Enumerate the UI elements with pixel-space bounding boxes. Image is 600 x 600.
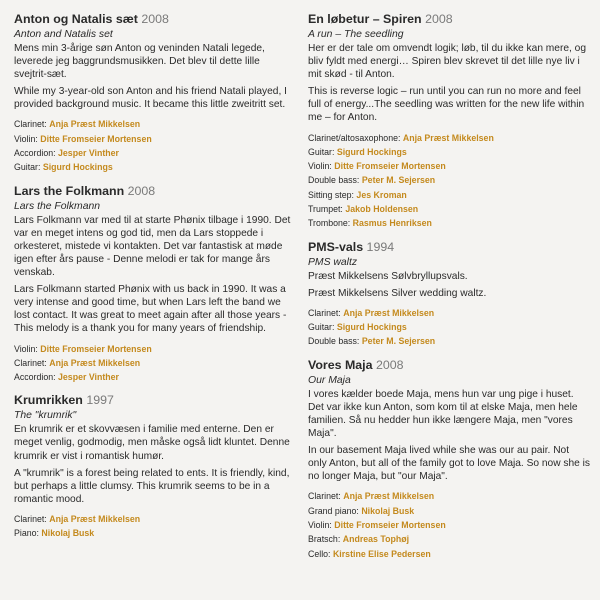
musician-name: Peter M. Sejersen — [361, 336, 436, 347]
credit-line: Guitar: Sigurd Hockings — [308, 322, 407, 333]
musician-name: Andreas Tophøj — [342, 534, 410, 545]
track-subtitle: PMS waltz — [308, 256, 358, 268]
credit-line: Violin: Ditte Fromseier Mortensen — [14, 133, 152, 144]
description-danish: En krumrik er et skovvæsen i familie med enterne. Den er meget venlig, godmodig, men måske også lidt kluntet. Denne krumrik er vist i romantisk humør. — [14, 424, 290, 462]
musician-name: Ditte Fromseier Mortensen — [334, 519, 446, 530]
track-title: PMS-vals 1994 — [308, 239, 395, 254]
musician-name: Ditte Fromseier Mortensen — [334, 161, 446, 172]
track-anton-og-natalis-saet — [14, 12, 292, 175]
musician-name: Peter M. Sejersen — [361, 175, 436, 186]
credit-line: Violin: Ditte Fromseier Mortensen — [308, 161, 446, 172]
track-pms-vals — [308, 240, 590, 349]
credit-line: Trumpet: Jakob Holdensen — [308, 204, 419, 215]
track-year: 2008 — [425, 12, 453, 26]
credit-line: Clarinet: Anja Præst Mikkelsen — [14, 119, 141, 130]
track-subtitle: Lars the Folkmann — [14, 200, 101, 212]
credits-list — [308, 131, 590, 231]
left-column — [14, 12, 292, 550]
track-subtitle: A run – The seedling — [308, 29, 404, 40]
musician-name: Nikolaj Busk — [361, 505, 415, 516]
credit-line: Trombone: Rasmus Henriksen — [308, 218, 432, 229]
track-subtitle: Our Maja — [308, 374, 351, 386]
credit-line: Guitar: Sigurd Hockings — [308, 146, 407, 157]
musician-name: Jesper Vinther — [58, 148, 119, 159]
credits-list — [308, 306, 590, 349]
musician-name: Anja Præst Mikkelsen — [49, 513, 141, 524]
description-english: In our basement Maja lived while she was our au pair. Not only Anton, but all of the family got to love Maja. So now she is no longer Maja, but "our Maja". — [308, 445, 591, 483]
musician-name: Ditte Fromseier Mortensen — [40, 343, 152, 354]
credit-line: Piano: Nikolaj Busk — [14, 528, 95, 539]
credit-line: Clarinet: Anja Præst Mikkelsen — [308, 307, 435, 318]
credit-line: Accordion: Jesper Vinther — [14, 148, 119, 159]
track-subtitle: The "krumrik" — [14, 410, 77, 422]
track-vores-maja — [308, 358, 590, 561]
musician-name: Sigurd Hockings — [42, 162, 113, 173]
credit-line: Violin: Ditte Fromseier Mortensen — [14, 343, 152, 354]
description-english: A "krumrik" is a forest being related to ents. It is friendly, kind, but perhaps a little clumsy. This krumrik seems to be in a romantic mood. — [14, 467, 290, 505]
track-en-lobetur-spiren — [308, 12, 590, 231]
credit-line: Accordion: Jesper Vinther — [14, 372, 119, 383]
musician-name: Jes Kroman — [356, 189, 407, 200]
description-english: This is reverse logic – run until you can run no more and feel full of energy...The seedling was written for the new life within me – for Anton. — [308, 86, 585, 124]
credit-line: Clarinet: Anja Præst Mikkelsen — [308, 491, 435, 502]
track-title: Krumrikken 1997 — [14, 393, 114, 408]
description-danish: Lars Folkmann var med til at starte Phønix tilbage i 1990. Det var en meget intens og god tid, men da Lars stoppede i orkesteret, mistede vi kontakten. Det var fantastisk at møde igen efter års pause - Denne melodi er tak for mange års venskab. — [14, 214, 291, 279]
musician-name: Anja Præst Mikkelsen — [402, 132, 494, 143]
description-english: While my 3-year-old son Anton and his friend Natali played, I provided background music. It became this little zweitritt set. — [14, 86, 287, 111]
track-krumrikken — [14, 393, 292, 540]
description-danish: I vores kælder boede Maja, mens hun var ung pige i huset. Det var ikke kun Anton, som kom til at elske Maja, men hele familien. Så nu hedder hun ikke længere Maja, men "vores Maja". — [308, 388, 578, 439]
credit-line: Double bass: Peter M. Sejersen — [308, 175, 436, 186]
musician-name: Sigurd Hockings — [336, 322, 407, 333]
credit-line: Double bass: Peter M. Sejersen — [308, 336, 436, 347]
track-lars-the-folkmann — [14, 184, 292, 385]
credit-line: Guitar: Sigurd Hockings — [14, 162, 113, 173]
musician-name: Jakob Holdensen — [345, 204, 419, 215]
musician-name: Anja Præst Mikkelsen — [49, 119, 141, 130]
credit-line: Violin: Ditte Fromseier Mortensen — [308, 519, 446, 530]
credit-line: Grand piano: Nikolaj Busk — [308, 505, 415, 516]
track-year: 1997 — [86, 393, 114, 408]
description-english: Lars Folkmann started Phønix with us back in 1990. It was a very intense and good time, but when Lars left the band we lost contact. It was great to meet again after all those years - This melody is a thank you for many years of friendship. — [14, 284, 287, 335]
musician-name: Jesper Vinther — [58, 372, 119, 383]
track-year: 1994 — [366, 239, 395, 254]
track-title: Vores Maja 2008 — [308, 357, 404, 372]
musician-name: Anja Præst Mikkelsen — [343, 307, 435, 318]
musician-name: Rasmus Henriksen — [352, 218, 432, 229]
track-year: 2008 — [375, 357, 404, 372]
track-title: En løbetur – Spiren 2008 — [308, 12, 453, 26]
credits-list — [308, 489, 590, 560]
musician-name: Kirstine Elise Pedersen — [332, 548, 431, 559]
credits-list — [14, 117, 292, 174]
musician-name: Nikolaj Busk — [41, 528, 95, 539]
credit-line: Sitting step: Jes Kroman — [308, 189, 407, 200]
description-english: Præst Mikkelsens Silver wedding waltz. — [308, 287, 487, 299]
description-danish: Præst Mikkelsens Sølvbryllupsvals. — [308, 270, 468, 282]
track-title: Lars the Folkmann 2008 — [14, 183, 156, 198]
track-subtitle: Anton and Natalis set — [14, 29, 113, 40]
musician-name: Anja Præst Mikkelsen — [49, 357, 141, 368]
description-danish: Mens min 3-årige søn Anton og veninden Natali legede, leverede jeg baggrundsmusikken. Det blev til dette lille svejtrit-sæt. — [14, 43, 265, 81]
description-danish: Her er der tale om omvendt logik; løb, til du ikke kan mere, og bliv fyldt med energi… Spiren blev skrevet til det lille nye liv i mit skød - til Anton. — [308, 43, 587, 81]
credits-list — [14, 512, 292, 541]
credit-line: Cello: Kirstine Elise Pedersen — [308, 548, 431, 559]
credit-line: Clarinet: Anja Præst Mikkelsen — [14, 513, 141, 524]
track-title: Anton og Natalis sæt 2008 — [14, 12, 169, 26]
musician-name: Anja Præst Mikkelsen — [343, 491, 435, 502]
track-year: 2008 — [141, 12, 169, 26]
credits-list — [14, 342, 292, 385]
track-year: 2008 — [127, 183, 156, 198]
credit-line: Clarinet/altosaxophone: Anja Præst Mikkelsen — [308, 132, 494, 143]
musician-name: Sigurd Hockings — [336, 146, 407, 157]
musician-name: Ditte Fromseier Mortensen — [40, 133, 152, 144]
credit-line: Clarinet: Anja Præst Mikkelsen — [14, 357, 141, 368]
credit-line: Bratsch: Andreas Tophøj — [308, 534, 410, 545]
right-column — [308, 12, 590, 570]
